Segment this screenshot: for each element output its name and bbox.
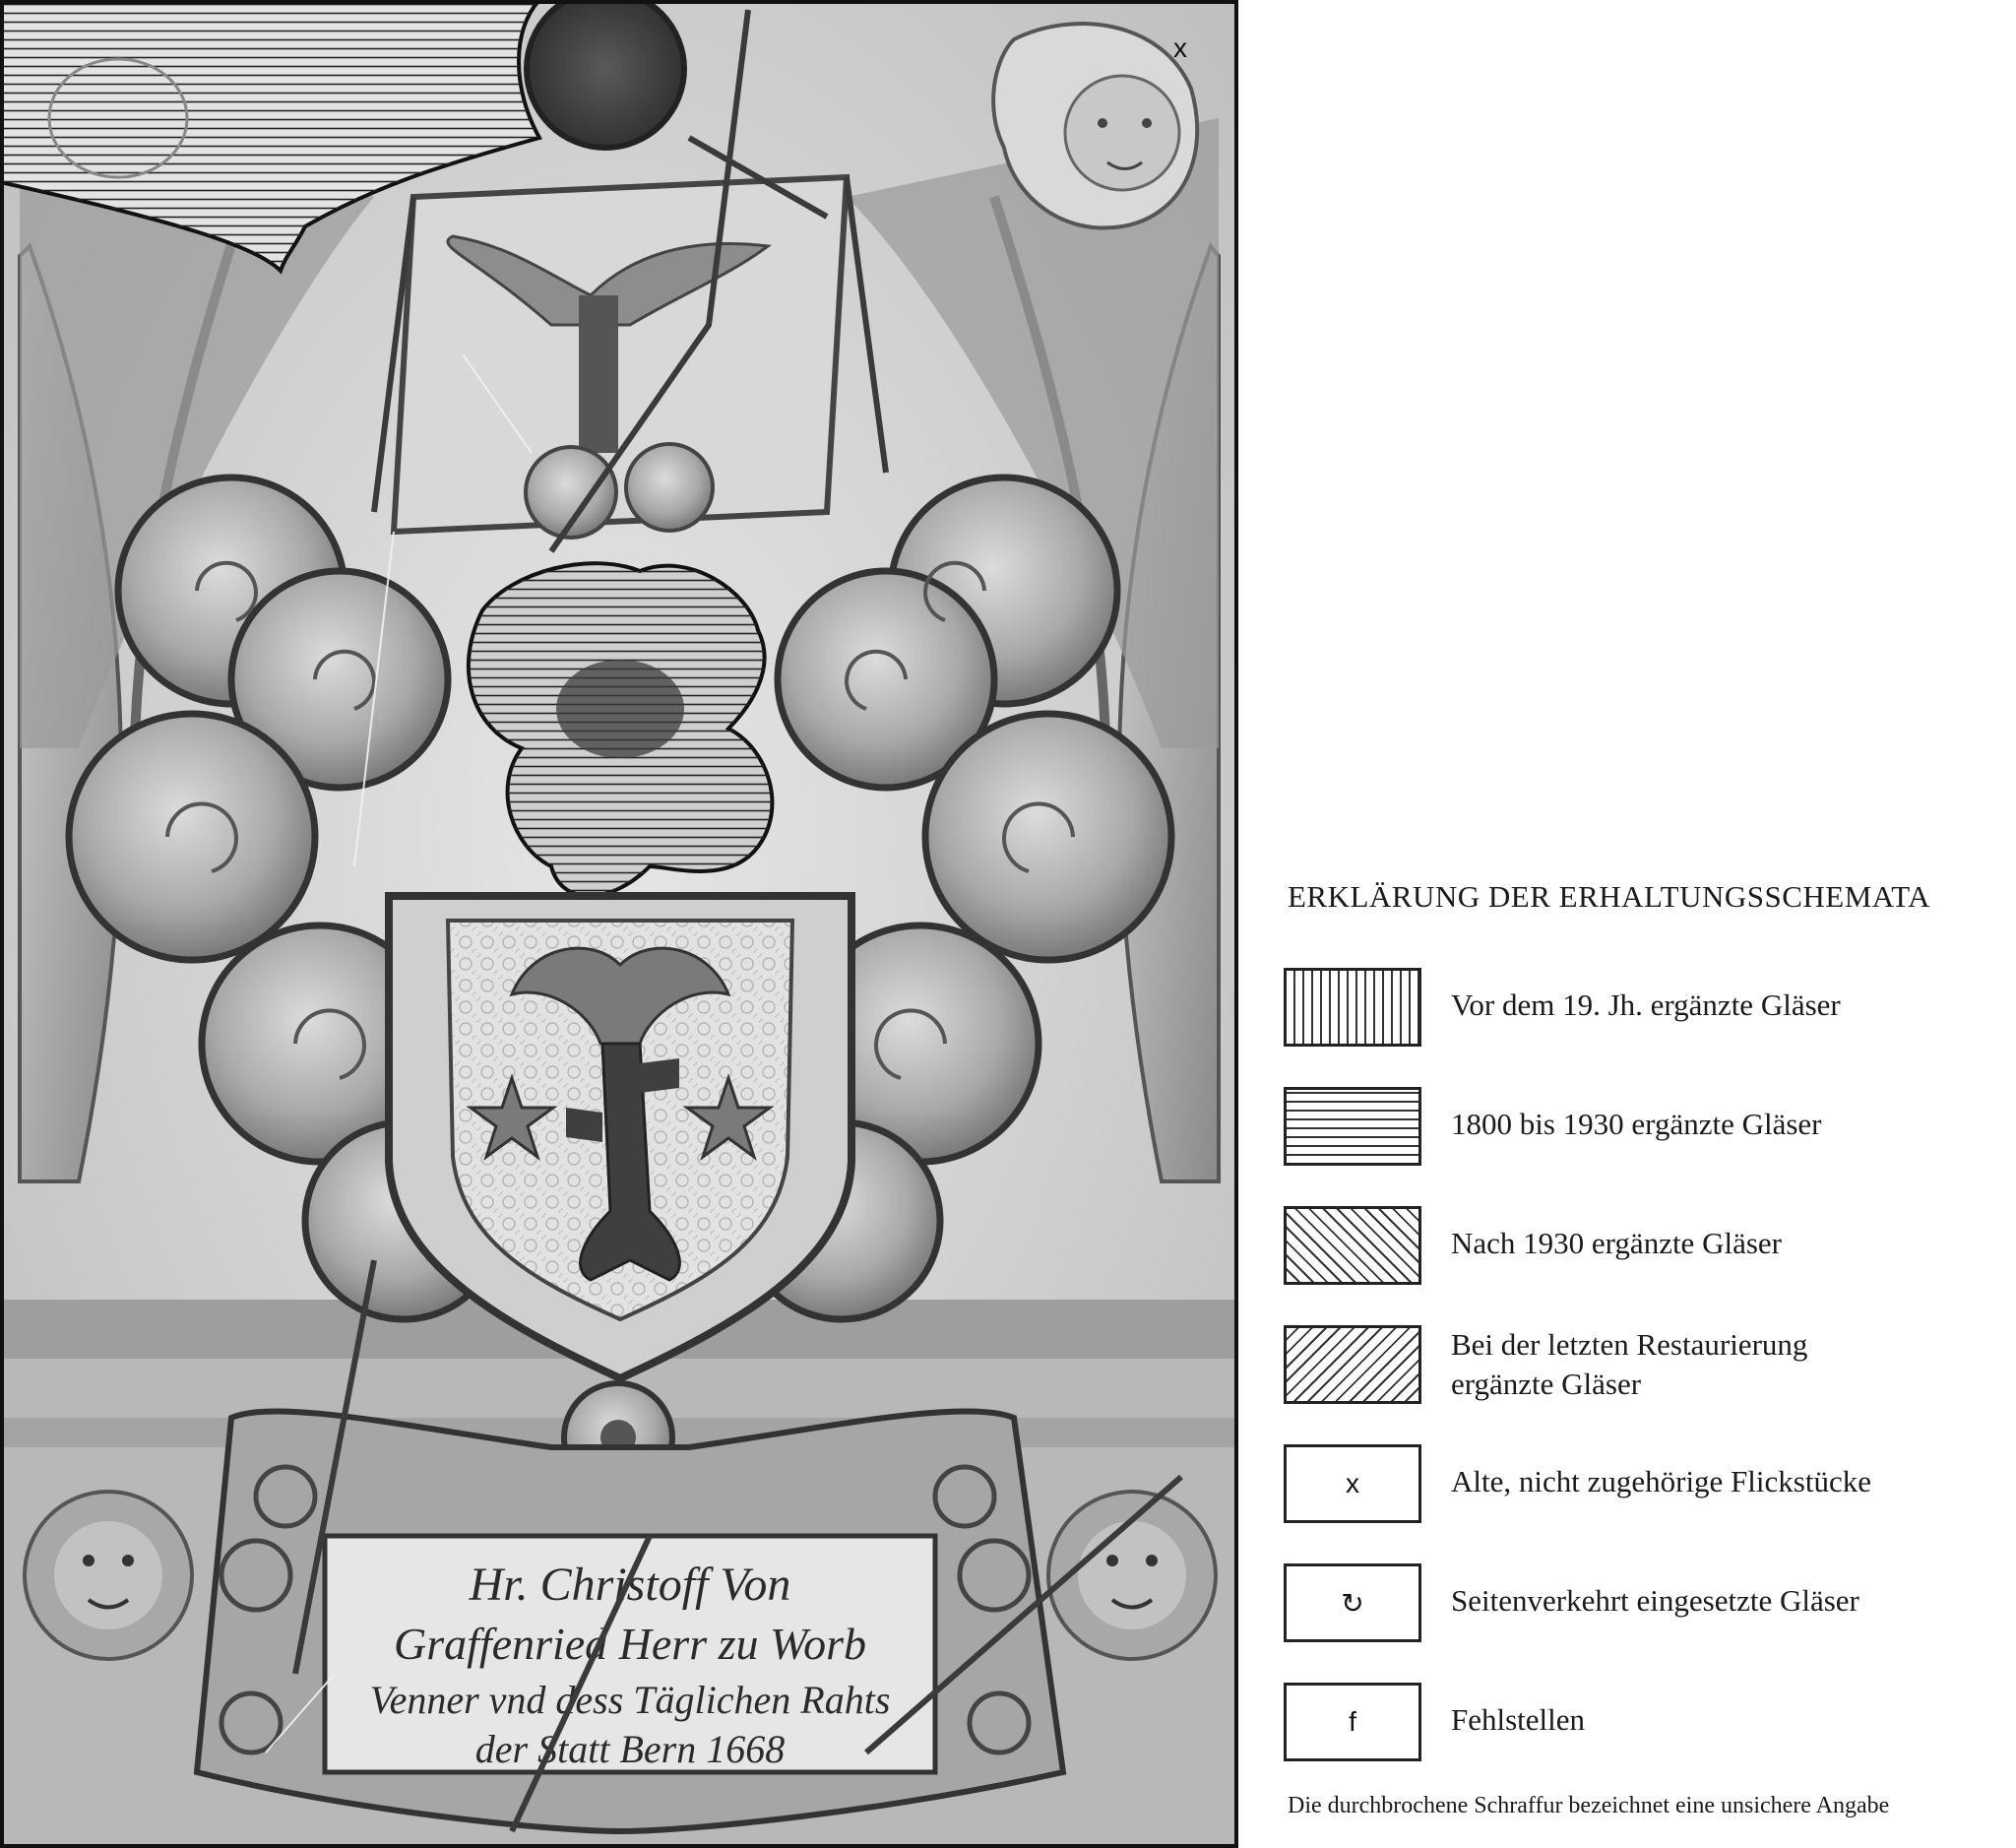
- legend: [1280, 0, 2008, 1848]
- legend-label: Vor dem 19. Jh. ergänzte Gläser: [1451, 988, 1841, 1022]
- inscription-line-2: Graffenried Herr zu Worb: [393, 1619, 867, 1669]
- legend-item-vertical-hatch: [1284, 968, 2002, 1056]
- legend-label: Bei der letzten Restaurierung ergänzte Gläser: [1451, 1327, 1808, 1401]
- legend-label: Alte, nicht zugehörige Flickstücke: [1451, 1464, 1871, 1498]
- legend-item-patch: [1284, 1444, 2002, 1533]
- legend-title: ERKLÄRUNG DER ERHALTUNGSSCHEMATA: [1288, 879, 1931, 914]
- f-mark-swatch: f: [1284, 1683, 1421, 1761]
- legend-footnote: Die durchbrochene Schraffur bezeichnet eine unsichere Angabe: [1288, 1793, 1890, 1818]
- legend-label: Nach 1930 ergänzte Gläser: [1451, 1226, 1782, 1260]
- legend-item-backslash-hatch: [1284, 1206, 2002, 1295]
- rotate-arrow-icon: ↻: [1284, 1563, 1421, 1642]
- patch-mark-x: x: [1173, 32, 1187, 63]
- legend-item-slash-hatch: [1284, 1325, 2002, 1414]
- lion-mask-left: [25, 1492, 192, 1659]
- legend-label: 1800 bis 1930 ergänzte Gläser: [1451, 1107, 1822, 1141]
- inscription-line-4: der Statt Bern 1668: [474, 1727, 786, 1771]
- legend-label: Seitenverkehrt eingesetzte Gläser: [1451, 1583, 1859, 1618]
- backslash-hatch-swatch: [1284, 1206, 1421, 1285]
- legend-item-horizontal-hatch: [1284, 1087, 2002, 1176]
- inscription-line-3: Venner vnd dess Täglichen Rahts: [369, 1678, 891, 1722]
- x-mark-swatch: x: [1284, 1444, 1421, 1523]
- slash-hatch-swatch: [1284, 1325, 1421, 1404]
- legend-item-missing: [1284, 1683, 2002, 1771]
- vertical-hatch-swatch: [1284, 968, 1421, 1047]
- legend-item-reversed: [1284, 1563, 2002, 1652]
- legend-label: Fehlstellen: [1451, 1702, 1586, 1737]
- horizontal-hatch-swatch: [1284, 1087, 1421, 1166]
- inscription-line-1: Hr. Christoff Von: [469, 1559, 791, 1611]
